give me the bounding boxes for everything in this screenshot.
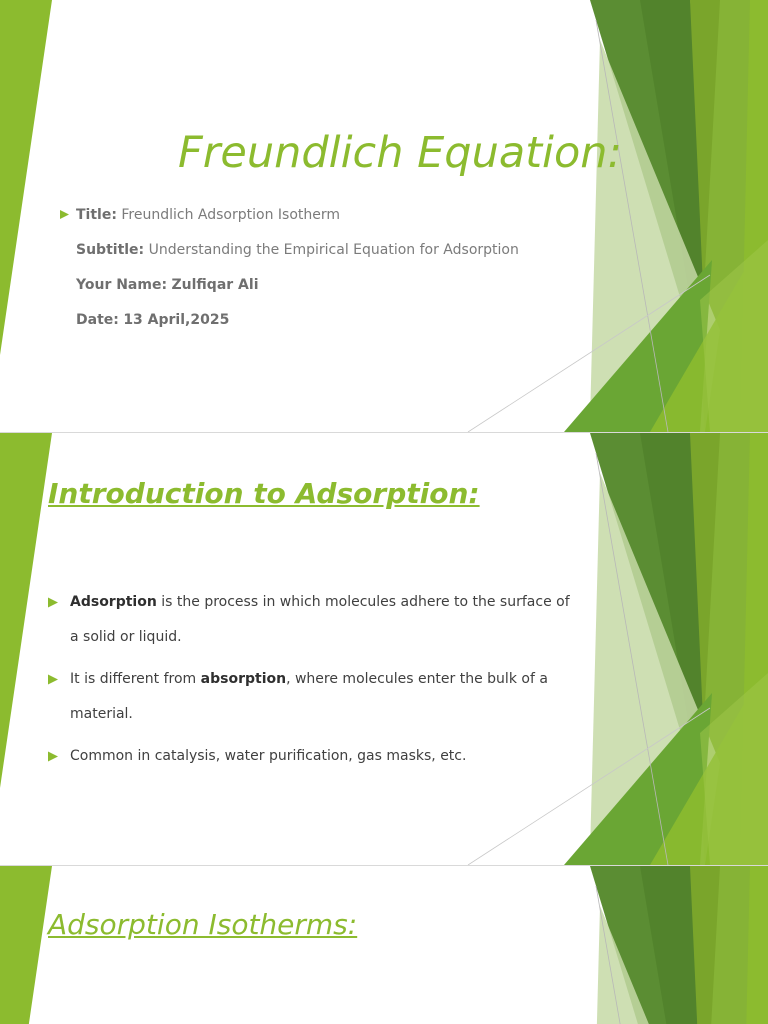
list-item: Adsorption is the process in which molecules adhere to the surface of a solid or liquid. bbox=[48, 585, 578, 655]
info-item-subtitle: Subtitle: Understanding the Empirical Equation for Adsorption bbox=[76, 242, 519, 258]
triangle-bullet-icon bbox=[48, 597, 58, 608]
slide-title-heading: Freundlich Equation: bbox=[178, 128, 623, 178]
slide-introduction bbox=[0, 433, 768, 865]
triangle-bullet-icon bbox=[48, 674, 58, 685]
list-item: Common in catalysis, water purification, gas masks, etc. bbox=[48, 739, 578, 774]
bullet-list bbox=[48, 585, 578, 781]
title-info-list bbox=[60, 206, 580, 346]
slide-heading: Introduction to Adsorption: bbox=[48, 477, 480, 510]
slide-title bbox=[0, 0, 768, 432]
info-item-name: Your Name: Zulfiqar Ali bbox=[76, 277, 259, 293]
info-item-title: Title: Freundlich Adsorption Isotherm bbox=[60, 206, 580, 241]
triangle-bullet-icon bbox=[48, 751, 58, 762]
triangle-bullet-icon bbox=[60, 210, 69, 219]
slide-isotherms bbox=[0, 866, 768, 1024]
list-item: It is different from absorption, where molecules enter the bulk of a material. bbox=[48, 662, 578, 732]
slide-heading: Adsorption Isotherms: bbox=[48, 908, 358, 941]
info-item-date: Date: 13 April,2025 bbox=[76, 312, 230, 328]
